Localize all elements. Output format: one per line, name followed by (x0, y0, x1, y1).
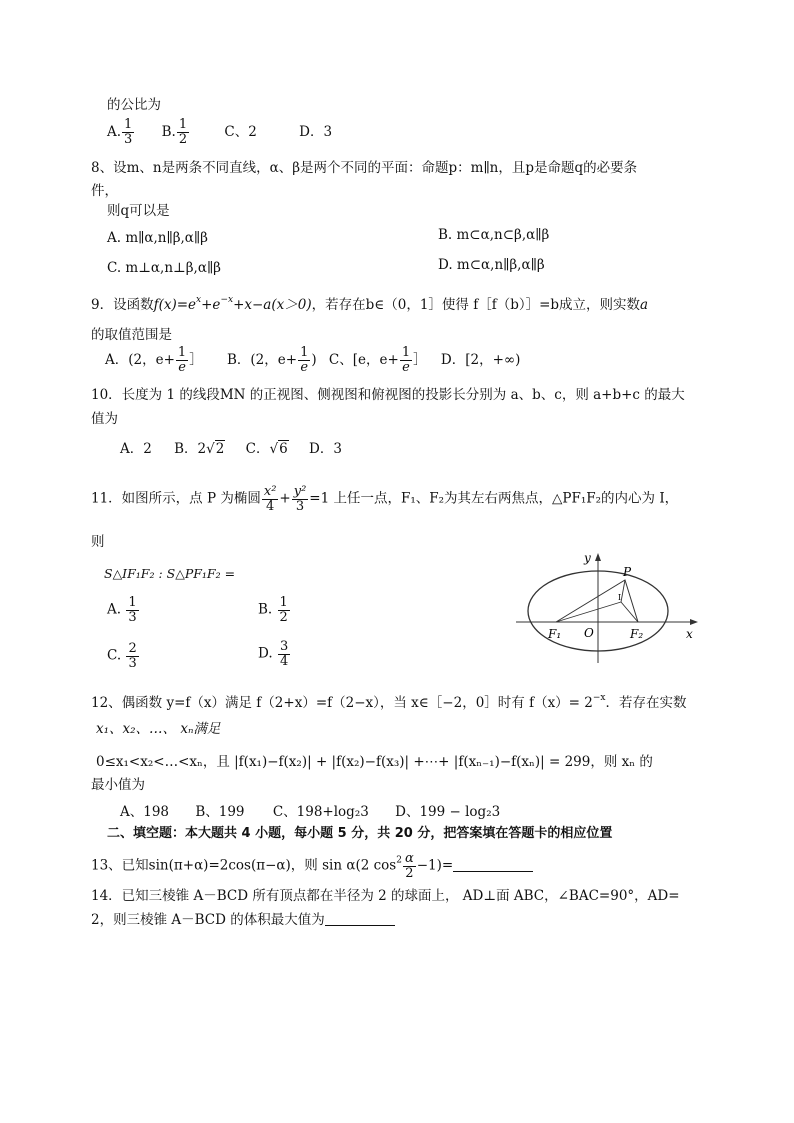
ellipse-figure (512, 545, 702, 670)
q9-option-a: A．(2，e+ $\frac{1}{e}$ ］ (105, 345, 203, 375)
q7-option-d: D．3 (299, 123, 333, 140)
q10-options (120, 441, 342, 457)
q12-options (120, 804, 500, 820)
segment-i-f2 (621, 602, 638, 622)
q9-option-c: C、[e，e+ $\frac{1}{e}$ ］ (328, 345, 427, 375)
q7-option-a: A. $\frac{1}{3}$ (107, 117, 133, 147)
q11-option-a: A. $\frac{1}{3}$ (107, 595, 137, 625)
label-f1: F₁ (548, 627, 562, 641)
q9-option-b: B．(2，e+ $\frac{1}{e}$ ) (226, 345, 317, 375)
q10-option-c: C．√6 (245, 441, 288, 457)
q8-option-c: C. m⊥α,n⊥β,α∥β (107, 260, 221, 276)
q7-options (107, 118, 332, 146)
q10-option-d: D．3 (309, 441, 342, 457)
q10-option-b: B．2√2 (174, 441, 225, 457)
q14-line2: 2，则三棱锥 A－BCD 的体积最大值为 (91, 912, 395, 928)
q14-answer-blank[interactable] (325, 913, 395, 926)
q12-line4: 最小值为 (91, 777, 145, 793)
q7-tail: 的公比为 (107, 97, 161, 113)
x-axis-arrow (690, 619, 698, 625)
label-f2: F₂ (630, 627, 644, 641)
q9-line2: 的取值范围是 (91, 327, 172, 343)
q12-option-a: A、198 (120, 804, 170, 820)
q11-line1: 11．如图所示，点 P 为椭圆 $\frac{\text{x²}}{4}$ + $\frac{\text{y²}}{3}$ =1 上任一点，F₁、F₂为其左右两焦点，△PF₁F₂的内心为 I， (91, 484, 679, 514)
q8-option-b: B. m⊂α,n⊂β,α∥β (438, 227, 550, 243)
q10-line1: 10．长度为 1 的线段MN 的正视图、侧视图和俯视图的投影长分别为 a、b、c，则 a+b+c 的最大 (91, 387, 685, 403)
q11-option-d: D. $\frac{3}{4}$ (258, 639, 289, 669)
y-axis-arrow (595, 553, 601, 561)
triangle-pf1f2 (556, 580, 638, 622)
q11-line2: 则 (91, 534, 105, 550)
q8-line3: 则q可以是 (107, 203, 170, 219)
q8-option-a: A. m∥α,n∥β,α∥β (107, 230, 208, 246)
q12-option-c: C、198+log₂3 (272, 804, 369, 820)
q9-options (105, 346, 520, 374)
q7-option-c: C、2 (224, 123, 257, 140)
q12-line2: x₁、x₂、…、 xₙ满足 (96, 721, 221, 737)
label-i: I (618, 593, 622, 602)
label-x: x (686, 627, 693, 641)
q12-line3: 0≤x₁<x₂<…<xₙ，且 |f(x₁)−f(x₂)| + |f(x₂)−f(x₃)| +⋯+ |f(xₙ₋₁)−f(xₙ)| = 299，则 xₙ 的 (96, 754, 653, 770)
label-o: O (584, 626, 594, 640)
q10-option-a: A．2 (120, 441, 152, 457)
q12-line1: 12、偶函数 y=f（x）满足 f（2+x）=f（2−x），当 x∈［−2，0］时有 $f(x)= 2^{-x}$．若存在实数 (91, 693, 687, 711)
section-2-heading: 二、填空题：本大题共 4 小题，每小题 5 分，共 20 分，把答案填在答题卡的相应位置 (107, 826, 613, 841)
q11-option-c: C. $\frac{2}{3}$ (107, 641, 137, 671)
q13-line: 13、已知sin(π+α)=2cos(π−α)，则 sin α(2 $\cos^2$ $\frac{\alpha}{2}$ −1)= (91, 852, 533, 880)
segment-f1-i (556, 602, 621, 622)
q11-ratio: S△IF₁F₂ : S△PF₁F₂ = (104, 566, 236, 581)
q12-option-d: D、199 − log₂3 (395, 804, 501, 820)
q7-option-b: B. $\frac{1}{2}$ (161, 117, 188, 147)
q14-line1: 14．已知三棱锥 A－BCD 所有顶点都在半径为 2 的球面上， AD⊥面 ABC，∠BAC=90°，AD= (91, 888, 680, 904)
q11-option-b: B. $\frac{1}{2}$ (258, 595, 288, 625)
q10-line2: 值为 (91, 411, 118, 427)
q13-answer-blank[interactable] (453, 859, 533, 872)
q8-option-d: D. m⊂α,n∥β,α∥β (438, 257, 545, 273)
label-p: P (623, 565, 632, 579)
label-y: y (584, 551, 591, 565)
q9-line1: 9．设函数$f(x)=e^x+e^{-x}+x-a(x>0)$，若存在b∈（0，1］使得 f［f（b）］=b成立，则实数a (91, 295, 649, 313)
q8-line2: 件， (91, 183, 118, 199)
q12-option-b: B、199 (195, 804, 245, 820)
segment-i-p (621, 580, 625, 602)
q8-line1: 8、设m、n是两条不同直线，α、β是两个不同的平面：命题p：m∥n，且p是命题q的必要条 (91, 160, 638, 176)
q9-option-d: D．[2，+∞) (440, 351, 521, 368)
